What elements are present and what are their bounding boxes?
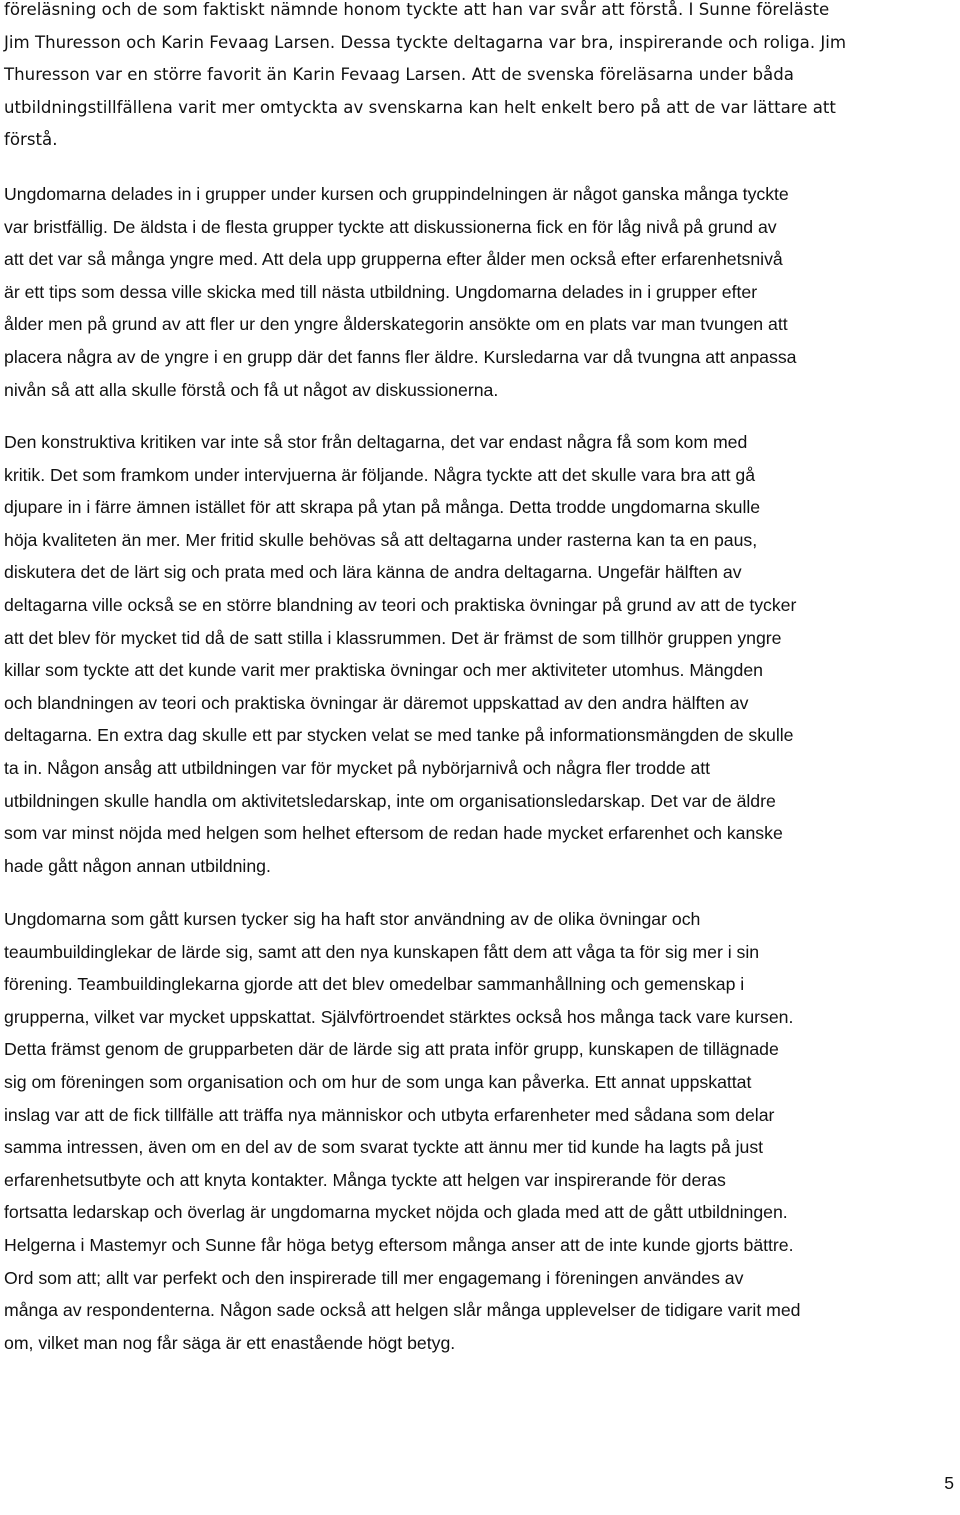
text-line: placera några av de yngre i en grupp där det fanns fler äldre. Kursledarna var då tvungna att anpassa [4, 346, 797, 367]
text-line: erfarenhetsutbyte och att knyta kontakter. Många tyckte att helgen var inspirerande för deras [4, 1169, 726, 1190]
paragraph-outcomes [4, 903, 800, 1359]
text-line: deltagarna ville också se en större blandning av teori och praktiska övningar på grund av att de tycker [4, 594, 797, 615]
text-line: Ungdomarna som gått kursen tycker sig ha haft stor användning av de olika övningar och [4, 909, 701, 929]
text-line: ålder men på grund av att fler ur den yngre ålderskategorin ansökte om en plats var man tvungen att [4, 314, 788, 335]
paragraph-groups [4, 178, 796, 406]
text-line: grupperna, vilket var mycket uppskattat. Självförtroendet stärktes också hos många tack vare kursen. [4, 1006, 794, 1027]
text-line: många av respondenterna. Någon sade också att helgen slår många upplevelser de tidigare varit med [4, 1300, 801, 1321]
text-line: förening. Teambuildinglekarna gjorde att det blev omedelbar sammanhållning och gemenskap i [4, 974, 745, 995]
text-line: Thuresson var en större favorit än Karin Fevaag Larsen. Att de svenska föreläsarna under båda [4, 65, 794, 85]
text-line: teaumbuildinglekar de lärde sig, samt att den nya kunskapen fått dem att våga ta för sig mer i sin [4, 941, 760, 962]
text-line: utbildningen skulle handla om aktivitetsledarskap, inte om organisationsledarskap. Det var de äldre [4, 790, 776, 811]
text-line: Detta främst genom de grupparbeten där de lärde sig att prata inför grupp, kunskapen de tillägnade [4, 1039, 779, 1060]
text-line: Ord som att; allt var perfekt och den inspirerade till mer engagemang i föreningen användes av [4, 1267, 744, 1288]
text-line: fortsatta ledarskap och överlag är ungdomarna mycket nöjda och glada med att de gått utbildningen. [4, 1202, 788, 1223]
text-line: Jim Thuresson och Karin Fevaag Larsen. Dessa tyckte deltagarna var bra, inspirerande och roliga. Jim [4, 32, 847, 52]
text-line: om, vilket man nog får säga är ett enastående högt betyg. [4, 1332, 456, 1353]
text-line: att det var så många yngre med. Att dela upp grupperna efter ålder men också efter erfarenhetsnivå [4, 249, 783, 270]
text-line: killar som tyckte att det kunde varit mer praktiska övningar och mer aktiviteter utomhus. Mängden [4, 660, 763, 681]
text-line: ta in. Någon ansåg att utbildningen var för mycket på nybörjarnivå och några fler trodde att [4, 757, 711, 778]
text-line: som var minst nöjda med helgen som helhet eftersom de redan hade mycket erfarenhet och kanske [4, 823, 783, 844]
text-line: och blandningen av teori och praktiska övningar är däremot uppskattad av den andra hälften av [4, 692, 749, 713]
text-line: utbildningstillfällena varit mer omtyckta av svenskarna kan helt enkelt bero på att de var lättare att [4, 97, 836, 117]
text-line: föreläsning och de som faktiskt nämnde honom tyckte att han var svår att förstå. I Sunne föreläste [4, 0, 830, 19]
paragraph-criticism [4, 426, 796, 882]
text-line: förstå. [4, 130, 58, 150]
text-line: var bristfällig. De äldsta i de flesta grupper tyckte att diskussionerna fick en för låg nivå på grund av [4, 216, 777, 237]
text-line: Den konstruktiva kritiken var inte så stor från deltagarna, det var endast några få som kom med [4, 432, 748, 452]
text-line: sig om föreningen som organisation och om hur de som unga kan påverka. Ett annat uppskattat [4, 1071, 752, 1092]
text-line: Helgerna i Mastemyr och Sunne får höga betyg eftersom många anser att de inte kunde gjorts bättre. [4, 1234, 794, 1255]
text-line: nivån så att alla skulle förstå och få ut något av diskussionerna. [4, 379, 499, 400]
paragraph-lecturers [4, 0, 846, 157]
text-line: djupare in i färre ämnen istället för att skrapa på ytan på många. Detta trodde ungdomarna skulle [4, 497, 761, 518]
text-line: höja kvaliteten än mer. Mer fritid skulle behövas så att deltagarna under rasterna kan ta en paus, [4, 529, 758, 550]
text-line: hade gått någon annan utbildning. [4, 855, 271, 876]
text-line: att det blev för mycket tid då de satt stilla i klassrummen. Det är främst de som tillhör gruppen yngre [4, 627, 782, 648]
text-line: Ungdomarna delades in i grupper under kursen och gruppindelningen är något ganska många tyckte [4, 184, 789, 204]
text-line: kritik. Det som framkom under intervjuerna är följande. Några tyckte att det skulle vara bra att gå [4, 464, 756, 485]
text-line: inslag var att de fick tillfälle att träffa nya människor och utbyta erfarenheter med sådana som delar [4, 1104, 775, 1125]
text-line: samma intressen, även om en del av de som svarat tyckte att ännu mer tid kunde ha lagts på just [4, 1137, 764, 1158]
page-number: 5 [944, 1473, 954, 1493]
text-line: är ett tips som dessa ville skicka med till nästa utbildning. Ungdomarna delades in i grupper efter [4, 281, 758, 302]
text-line: diskutera det de lärt sig och prata med och lära känna de andra deltagarna. Ungefär hälften av [4, 562, 742, 583]
text-line: deltagarna. En extra dag skulle ett par stycken velat se med tanke på informationsmängden de skulle [4, 725, 794, 746]
